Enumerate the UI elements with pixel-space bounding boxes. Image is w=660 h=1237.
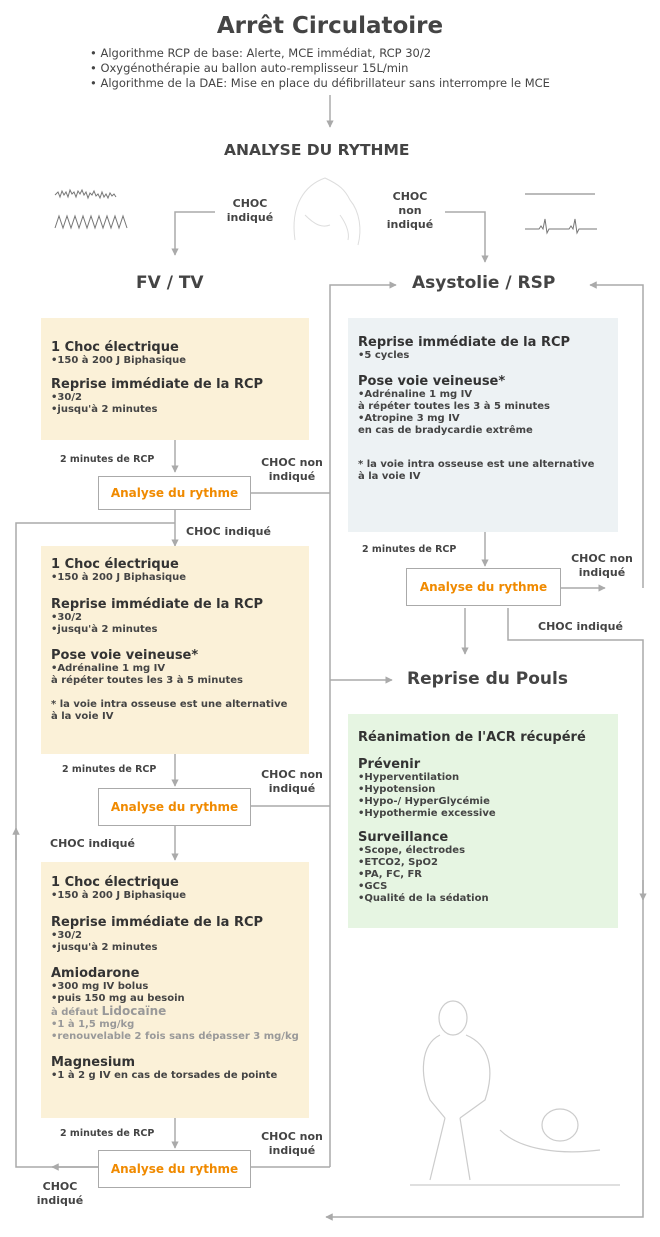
choc-non-indique-side bbox=[254, 456, 330, 484]
box-line: à la voie IV bbox=[358, 471, 421, 482]
intro-item: • Algorithme de la DAE: Mise en place du défibrillateur sans interrompre le MCE bbox=[90, 76, 550, 91]
label-line: indiqué bbox=[268, 470, 316, 483]
box-line: • 150 à 200 J Biphasique bbox=[51, 890, 299, 902]
box-line: • 30/2 bbox=[51, 930, 299, 942]
intro-item: • Algorithme RCP de base: Alerte, MCE immédiat, RCP 30/2 bbox=[90, 46, 550, 61]
torso-illustration-icon bbox=[294, 178, 360, 245]
label-line: CHOC bbox=[232, 197, 268, 210]
choc-non-indique-side bbox=[564, 552, 640, 580]
box-heading: Pose voie veineuse* bbox=[358, 374, 506, 389]
box-line: • 1 à 2 g IV en cas de torsades de pointe bbox=[51, 1070, 299, 1082]
label-line: non bbox=[398, 204, 422, 217]
box-line: * la voie intra osseuse est une alternative bbox=[51, 699, 288, 710]
box-line: • jusqu'à 2 minutes bbox=[51, 624, 299, 636]
box-line: * la voie intra osseuse est une alternative bbox=[358, 459, 595, 470]
box-line: • Hypothermie excessive bbox=[358, 808, 608, 820]
page-title: Arrêt Circulatoire bbox=[216, 13, 444, 39]
rcp-label: 2 minutes de RCP bbox=[362, 544, 457, 555]
analyse-rythme-box: Analyse du rythme bbox=[98, 788, 251, 826]
label-line: indiqué bbox=[268, 1144, 316, 1157]
box-line: • Adrénaline 1 mg IV bbox=[51, 663, 299, 675]
box-line: à la voie IV bbox=[51, 711, 114, 722]
label-line: indiqué bbox=[578, 566, 626, 579]
label-line: indiqué bbox=[268, 782, 316, 795]
box-line: à répéter toutes les 3 à 5 minutes bbox=[358, 401, 550, 412]
analyse-rythme-box: Analyse du rythme bbox=[406, 568, 561, 606]
box-line: • PA, FC, FR bbox=[358, 869, 608, 881]
box-line: • 5 cycles bbox=[358, 350, 608, 362]
box-asystolie bbox=[348, 318, 618, 532]
rcp-label: 2 minutes de RCP bbox=[60, 454, 155, 465]
box-line: • 30/2 bbox=[51, 612, 299, 624]
rcp-label: 2 minutes de RCP bbox=[62, 764, 157, 775]
box-line: à répéter toutes les 3 à 5 minutes bbox=[51, 675, 243, 686]
box-line: • 150 à 200 J Biphasique bbox=[51, 572, 299, 584]
box-line: • GCS bbox=[358, 881, 608, 893]
box-choc-3 bbox=[41, 862, 309, 1118]
box-line: • 30/2 bbox=[51, 392, 299, 404]
box-heading: Magnesium bbox=[51, 1055, 136, 1070]
box-line: • 150 à 200 J Biphasique bbox=[51, 355, 299, 367]
box-line: • renouvelable 2 fois sans dépasser 3 mg/kg bbox=[51, 1031, 299, 1043]
label-line: indiqué bbox=[386, 218, 434, 231]
choc-indique-inline: CHOC indiqué bbox=[538, 620, 623, 633]
choc-indique-inline: CHOC indiqué bbox=[186, 525, 271, 538]
label-line: indiqué bbox=[36, 1194, 84, 1207]
box-heading: 1 Choc électrique bbox=[51, 340, 179, 355]
cpr-illustration-icon bbox=[410, 1001, 620, 1185]
box-line: • Hypotension bbox=[358, 784, 608, 796]
box-line: • 1 à 1,5 mg/kg bbox=[51, 1019, 299, 1031]
box-heading: Surveillance bbox=[358, 830, 449, 845]
ecg-waves-icon bbox=[55, 190, 597, 233]
box-heading: Reprise immédiate de la RCP bbox=[51, 597, 264, 612]
box-line: • jusqu'à 2 minutes bbox=[51, 404, 299, 416]
box-choc-1 bbox=[41, 318, 309, 440]
analyse-rythme-box: Analyse du rythme bbox=[98, 476, 251, 510]
lidocaine-label: Lidocaïne bbox=[101, 1004, 167, 1018]
label-line: CHOC non bbox=[571, 552, 633, 565]
label-line: CHOC non bbox=[261, 768, 323, 781]
box-heading: Reprise immédiate de la RCP bbox=[51, 915, 264, 930]
intro-list bbox=[90, 46, 550, 91]
choc-non-indique-side bbox=[254, 768, 330, 796]
box-line: en cas de bradycardie extrême bbox=[358, 425, 533, 436]
box-heading: Reprise immédiate de la RCP bbox=[358, 335, 571, 350]
box-line: • puis 150 mg au besoin bbox=[51, 993, 299, 1005]
fvtv-heading: FV / TV bbox=[136, 273, 204, 293]
box-line: • Scope, électrodes bbox=[358, 845, 608, 857]
box-heading: Prévenir bbox=[358, 757, 421, 772]
box-line: • Atropine 3 mg IV bbox=[358, 413, 608, 425]
box-line: • Hyperventilation bbox=[358, 772, 608, 784]
choc-indique-label bbox=[222, 197, 278, 225]
alt-label: à défaut bbox=[51, 1007, 99, 1018]
label-line: CHOC non bbox=[261, 1130, 323, 1143]
box-line: • 300 mg IV bolus bbox=[51, 981, 299, 993]
choc-indique-bottom bbox=[32, 1180, 88, 1208]
label-line: CHOC bbox=[42, 1180, 78, 1193]
box-heading: Reprise immédiate de la RCP bbox=[51, 377, 264, 392]
analyse-heading: ANALYSE DU RYTHME bbox=[224, 141, 410, 159]
box-line: • Hypo-/ HyperGlycémie bbox=[358, 796, 608, 808]
box-heading: Pose voie veineuse* bbox=[51, 648, 199, 663]
box-heading: 1 Choc électrique bbox=[51, 875, 179, 890]
box-choc-2 bbox=[41, 546, 309, 754]
choc-non-indique-label bbox=[380, 190, 440, 232]
box-heading: Réanimation de l'ACR récupéré bbox=[358, 730, 586, 745]
box-line: • ETCO2, SpO2 bbox=[358, 857, 608, 869]
box-line: • jusqu'à 2 minutes bbox=[51, 942, 299, 954]
label-line: indiqué bbox=[226, 211, 274, 224]
choc-non-indique-side bbox=[254, 1130, 330, 1158]
asystolie-heading: Asystolie / RSP bbox=[412, 273, 556, 293]
reprise-pouls-heading: Reprise du Pouls bbox=[407, 669, 568, 689]
analyse-rythme-box: Analyse du rythme bbox=[98, 1150, 251, 1188]
box-line bbox=[51, 1005, 299, 1019]
box-line: • Adrénaline 1 mg IV bbox=[358, 389, 608, 401]
box-acr-recupere bbox=[348, 714, 618, 928]
box-heading: Amiodarone bbox=[51, 966, 140, 981]
intro-item: • Oxygénothérapie au ballon auto-remplisseur 15L/min bbox=[90, 61, 550, 76]
rcp-label: 2 minutes de RCP bbox=[60, 1128, 155, 1139]
label-line: CHOC bbox=[392, 190, 428, 203]
choc-indique-inline: CHOC indiqué bbox=[50, 837, 135, 850]
box-line: • Qualité de la sédation bbox=[358, 893, 608, 905]
box-heading: 1 Choc électrique bbox=[51, 557, 179, 572]
label-line: CHOC non bbox=[261, 456, 323, 469]
